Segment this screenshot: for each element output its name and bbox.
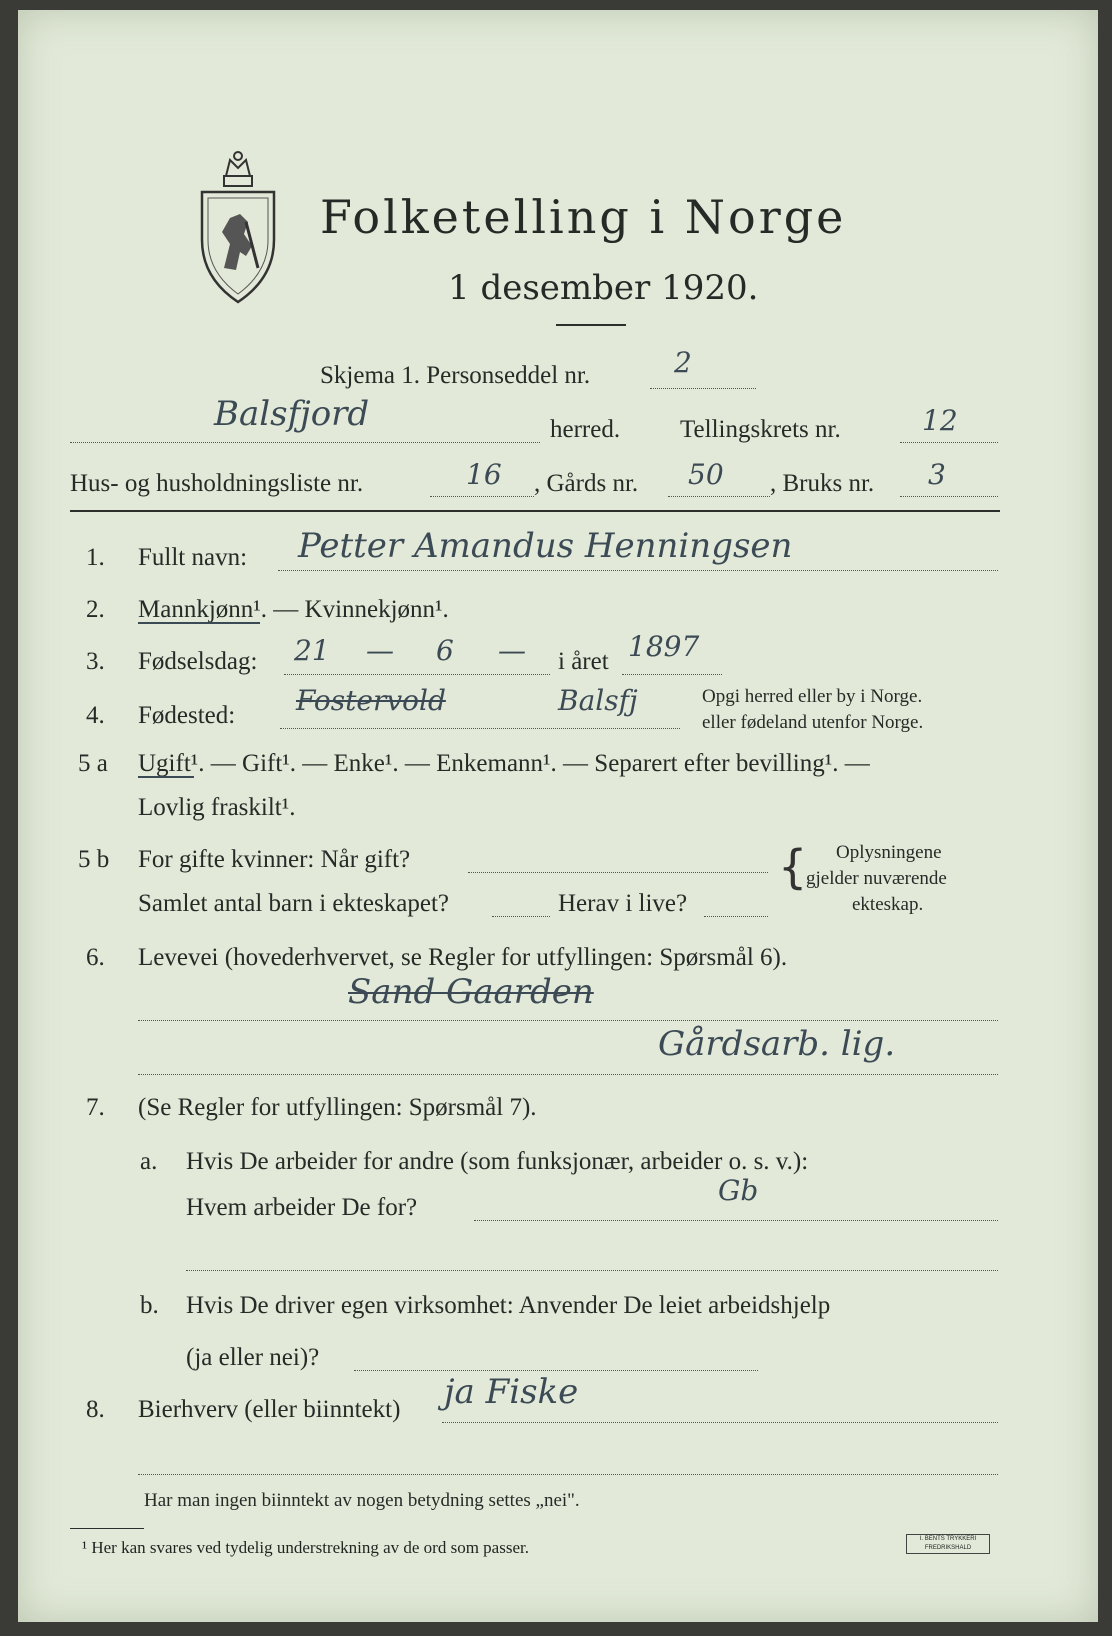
q1-label: Fullt navn: bbox=[138, 544, 248, 571]
q5b-number: 5 b bbox=[78, 846, 110, 873]
q8-label: Bierhverv (eller biinntekt) bbox=[138, 1396, 401, 1423]
gards-line bbox=[668, 496, 770, 497]
q5b-note-2: gjelder nuværende bbox=[806, 868, 947, 889]
header-divider bbox=[70, 510, 1000, 512]
birthplace-value: Balsfj bbox=[558, 684, 638, 717]
q7a-letter: a. bbox=[140, 1148, 158, 1175]
tellingskrets-label: Tellingskrets nr. bbox=[680, 416, 841, 443]
coat-of-arms-icon bbox=[196, 148, 280, 308]
q7b-line2: (ja eller nei)? bbox=[186, 1344, 320, 1371]
hus-line bbox=[430, 496, 534, 497]
q5b-brace: { bbox=[778, 840, 808, 894]
q7a-line1: Hvis De arbeider for andre (som funksjonær, arbeider o. s. v.): bbox=[186, 1148, 809, 1175]
q5b-note-3: ekteskap. bbox=[852, 894, 924, 915]
footer-note: Har man ingen biinntekt av nogen betydning settes „nei". bbox=[144, 1490, 580, 1511]
q5b-note-1: Oplysningene bbox=[836, 842, 942, 863]
q7-number: 7. bbox=[86, 1094, 105, 1121]
q3-number: 3. bbox=[86, 648, 105, 675]
q7-label: (Se Regler for utfyllingen: Spørsmål 7). bbox=[138, 1094, 537, 1121]
q1-number: 1. bbox=[86, 544, 105, 571]
q7b-line1: Hvis De driver egen virksomhet: Anvender De leiet arbeidshjelp bbox=[186, 1292, 831, 1319]
bruks-nr: 3 bbox=[928, 458, 946, 491]
q4-number: 4. bbox=[86, 702, 105, 729]
occupation-value: Gårdsarb. lig. bbox=[658, 1024, 896, 1064]
alive-line bbox=[704, 916, 768, 917]
hus-label: Hus- og husholdningsliste nr. bbox=[70, 470, 364, 497]
year-line bbox=[622, 674, 722, 675]
q7a-line bbox=[474, 1220, 998, 1221]
year-label: i året bbox=[558, 648, 609, 675]
full-name-value: Petter Amandus Henningsen bbox=[298, 526, 793, 566]
q5a-line1: Ugift¹. — Gift¹. — Enke¹. — Enkemann¹. — Separert efter bevilling¹. — bbox=[138, 750, 870, 777]
q6-line-1 bbox=[138, 1020, 998, 1021]
q5b-line2: Samlet antal barn i ekteskapet? bbox=[138, 890, 449, 917]
q3-line bbox=[284, 674, 550, 675]
q7b-line bbox=[354, 1370, 758, 1371]
birthplace-note-2: eller fødeland utenfor Norge. bbox=[702, 712, 924, 733]
employer-value: Gb bbox=[718, 1174, 759, 1207]
mannkjonn-underline bbox=[138, 622, 260, 624]
census-date: 1 desember 1920. bbox=[448, 268, 759, 308]
q5a-number: 5 a bbox=[78, 750, 108, 777]
birth-day: 21 bbox=[294, 634, 330, 667]
q7a-extra-line bbox=[186, 1270, 998, 1271]
printer-stamp: I. BENTS TRYKKERI FREDRIKSHALD bbox=[906, 1534, 990, 1554]
side-income-value: ja Fiske bbox=[444, 1372, 579, 1412]
q1-line bbox=[278, 570, 998, 571]
census-form bbox=[18, 10, 1098, 1622]
bruks-line bbox=[900, 496, 998, 497]
personseddel-line bbox=[650, 388, 756, 389]
bruks-label: , Bruks nr. bbox=[770, 470, 875, 497]
q2-number: 2. bbox=[86, 596, 105, 623]
title-divider bbox=[556, 324, 626, 326]
children-line bbox=[492, 916, 550, 917]
occupation-struck: Sand Gaarden bbox=[348, 972, 594, 1012]
tellingskrets-nr: 12 bbox=[922, 404, 958, 437]
herred-label: herred. bbox=[550, 416, 621, 443]
ugift-underline bbox=[138, 776, 194, 778]
q7a-line2: Hvem arbeider De for? bbox=[186, 1194, 418, 1221]
q3-label: Fødselsdag: bbox=[138, 648, 258, 675]
schema-label: Skjema 1. Personseddel nr. bbox=[320, 362, 591, 389]
herred-value: Balsfjord bbox=[214, 394, 370, 434]
gards-nr: 50 bbox=[688, 458, 724, 491]
hus-nr: 16 bbox=[466, 458, 502, 491]
personseddel-nr: 2 bbox=[674, 346, 692, 379]
footnote: ¹ Her kan svares ved tydelig understrekning av de ord som passer. bbox=[82, 1538, 529, 1557]
gards-label: , Gårds nr. bbox=[534, 470, 639, 497]
birth-dash-1: — bbox=[366, 634, 394, 667]
q4-line bbox=[280, 728, 680, 729]
q5b-line1: For gifte kvinner: Når gift? bbox=[138, 846, 411, 873]
birthplace-struck: Fostervold bbox=[296, 684, 446, 717]
q8-extra-line bbox=[138, 1474, 998, 1475]
herav-i-live-label: Herav i live? bbox=[558, 890, 688, 917]
footnote-rule bbox=[70, 1528, 144, 1529]
q7b-letter: b. bbox=[140, 1292, 159, 1319]
birthplace-note-1: Opgi herred eller by i Norge. bbox=[702, 686, 923, 707]
q8-number: 8. bbox=[86, 1396, 105, 1423]
q6-number: 6. bbox=[86, 944, 105, 971]
form-title: Folketelling i Norge bbox=[320, 190, 847, 244]
birth-year: 1897 bbox=[628, 630, 700, 663]
q6-line-2 bbox=[138, 1074, 998, 1075]
herred-line bbox=[70, 442, 540, 443]
birth-month: 6 bbox=[436, 634, 454, 667]
birth-dash-2: — bbox=[498, 634, 526, 667]
q6-label: Levevei (hovederhvervet, se Regler for utfyllingen: Spørsmål 6). bbox=[138, 944, 788, 971]
q4-label: Fødested: bbox=[138, 702, 236, 729]
married-when-line bbox=[468, 872, 768, 873]
q8-line bbox=[442, 1422, 998, 1423]
tellingskrets-line bbox=[900, 442, 998, 443]
q2-label: Mannkjønn¹. — Kvinnekjønn¹. bbox=[138, 596, 449, 623]
q5a-line2: Lovlig fraskilt¹. bbox=[138, 794, 296, 821]
